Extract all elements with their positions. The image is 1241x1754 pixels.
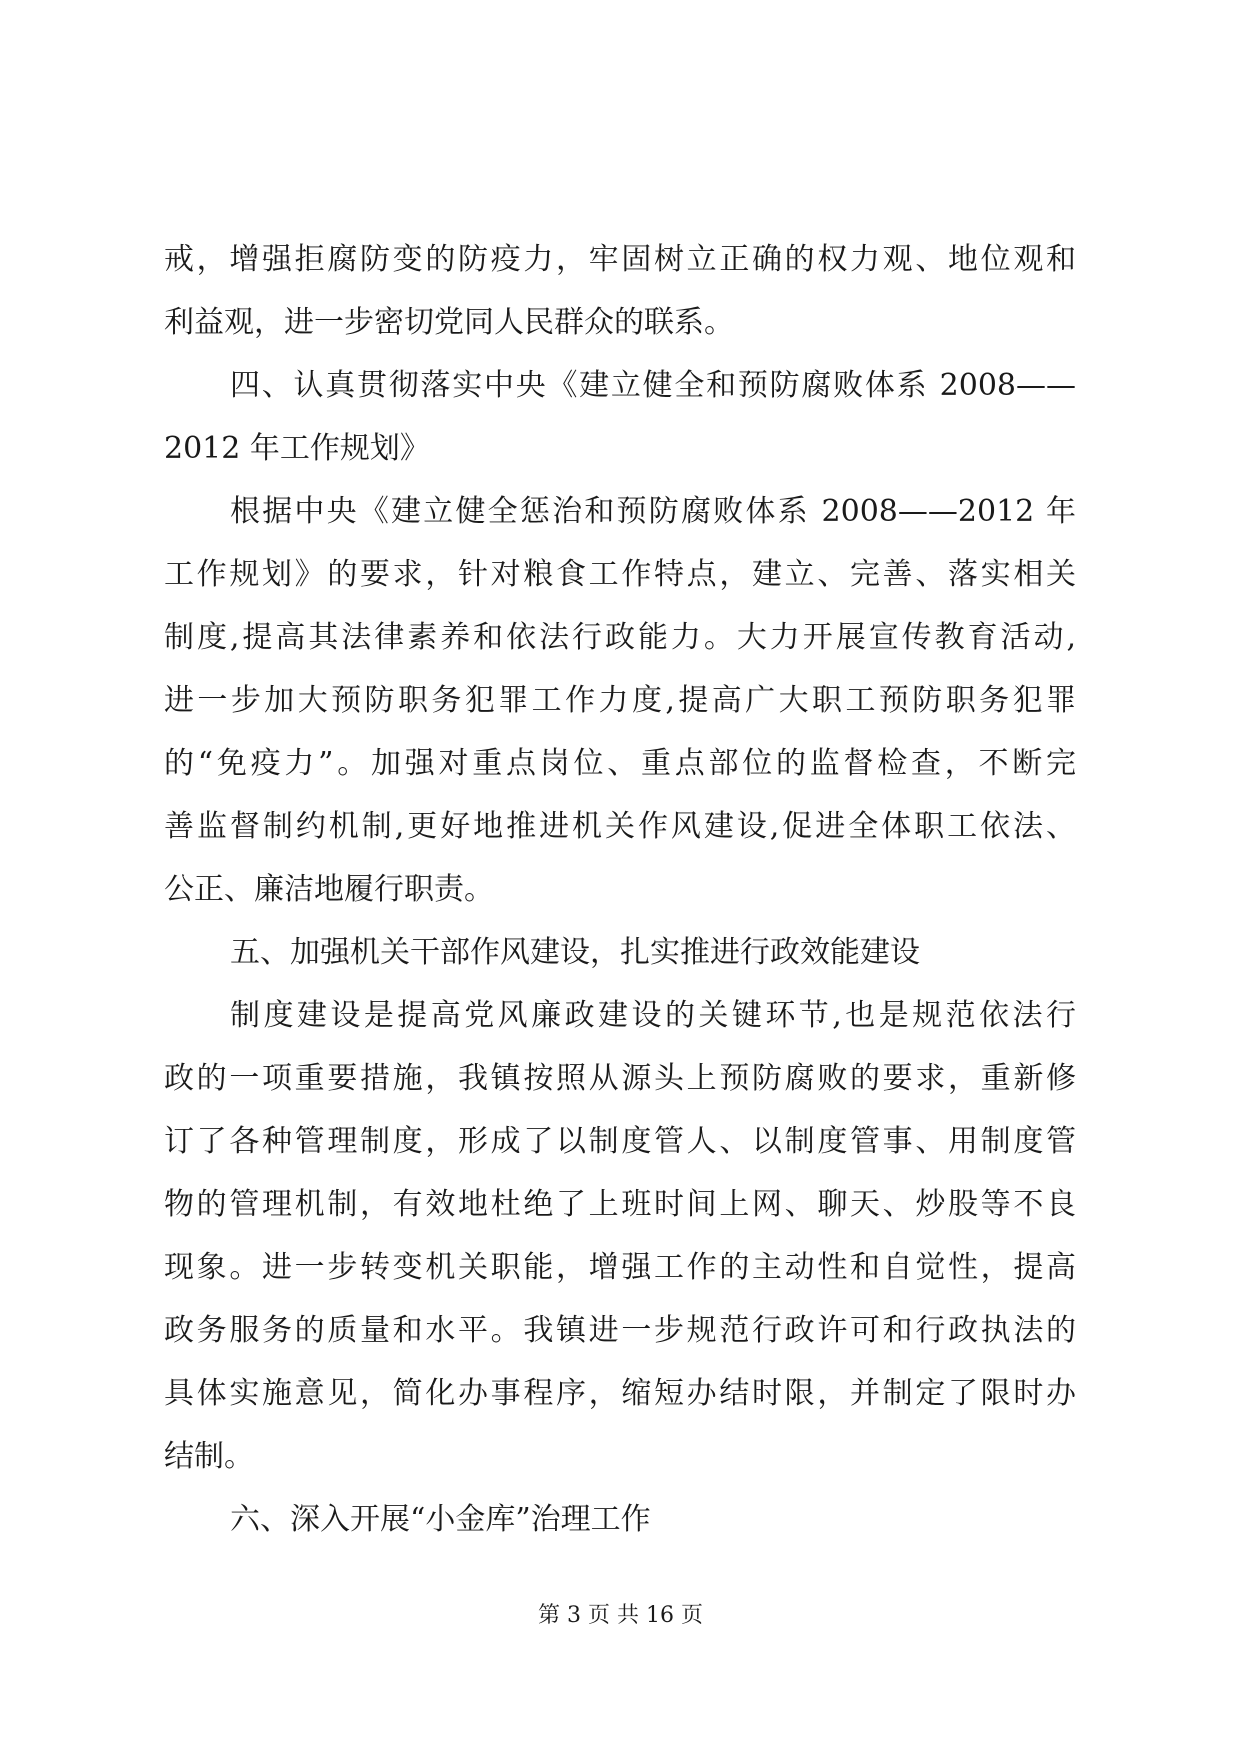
body-line-16: 物的管理机制，有效地杜绝了上班时间上网、聊天、炒股等不良: [164, 1187, 1076, 1222]
body-line-19: 具体实施意见，简化办事程序，缩短办结时限，并制定了限时办: [164, 1376, 1076, 1411]
body-line-13: 制度建设是提高党风廉政建设的关键环节,也是规范依法行: [230, 998, 1076, 1033]
body-line-10: 善监督制约机制,更好地推进机关作风建设,促进全体职工依法、: [164, 809, 1076, 844]
body-line-18: 政务服务的质量和水平。我镇进一步规范行政许可和行政执法的: [164, 1313, 1076, 1348]
body-line-5: 根据中央《建立健全惩治和预防腐败体系 2008——2012 年: [230, 494, 1076, 529]
body-line-17: 现象。进一步转变机关职能，增强工作的主动性和自觉性，提高: [164, 1250, 1076, 1285]
body-line-14: 政的一项重要措施，我镇按照从源头上预防腐败的要求，重新修: [164, 1061, 1076, 1096]
page-footer: 第 3 页 共 16 页: [538, 1603, 703, 1628]
document-body: [164, 228, 1076, 1551]
body-line-6: 工作规划》的要求，针对粮食工作特点，建立、完善、落实相关: [164, 557, 1076, 592]
section-heading-4-cont: 2012 年工作规划》: [164, 431, 430, 466]
body-line-1: 戒，增强拒腐防变的防疫力，牢固树立正确的权力观、地位观和: [164, 242, 1076, 277]
body-line-8: 进一步加大预防职务犯罪工作力度,提高广大职工预防职务犯罪: [164, 683, 1076, 718]
body-line-9: 的“免疫力”。加强对重点岗位、重点部位的监督检查，不断完: [164, 746, 1076, 781]
section-heading-5: 五、加强机关干部作风建设，扎实推进行政效能建设: [230, 935, 920, 970]
body-line-2: 利益观，进一步密切党同人民群众的联系。: [164, 305, 734, 340]
body-line-7: 制度,提高其法律素养和依法行政能力。大力开展宣传教育活动,: [164, 620, 1076, 655]
section-heading-4: 四、认真贯彻落实中央《建立健全和预防腐败体系 2008——: [230, 368, 1076, 403]
body-line-20: 结制。: [164, 1439, 254, 1474]
body-line-15: 订了各种管理制度，形成了以制度管人、以制度管事、用制度管: [164, 1124, 1076, 1159]
section-heading-6: 六、深入开展“小金库”治理工作: [230, 1502, 651, 1537]
body-line-11: 公正、廉洁地履行职责。: [164, 872, 494, 907]
